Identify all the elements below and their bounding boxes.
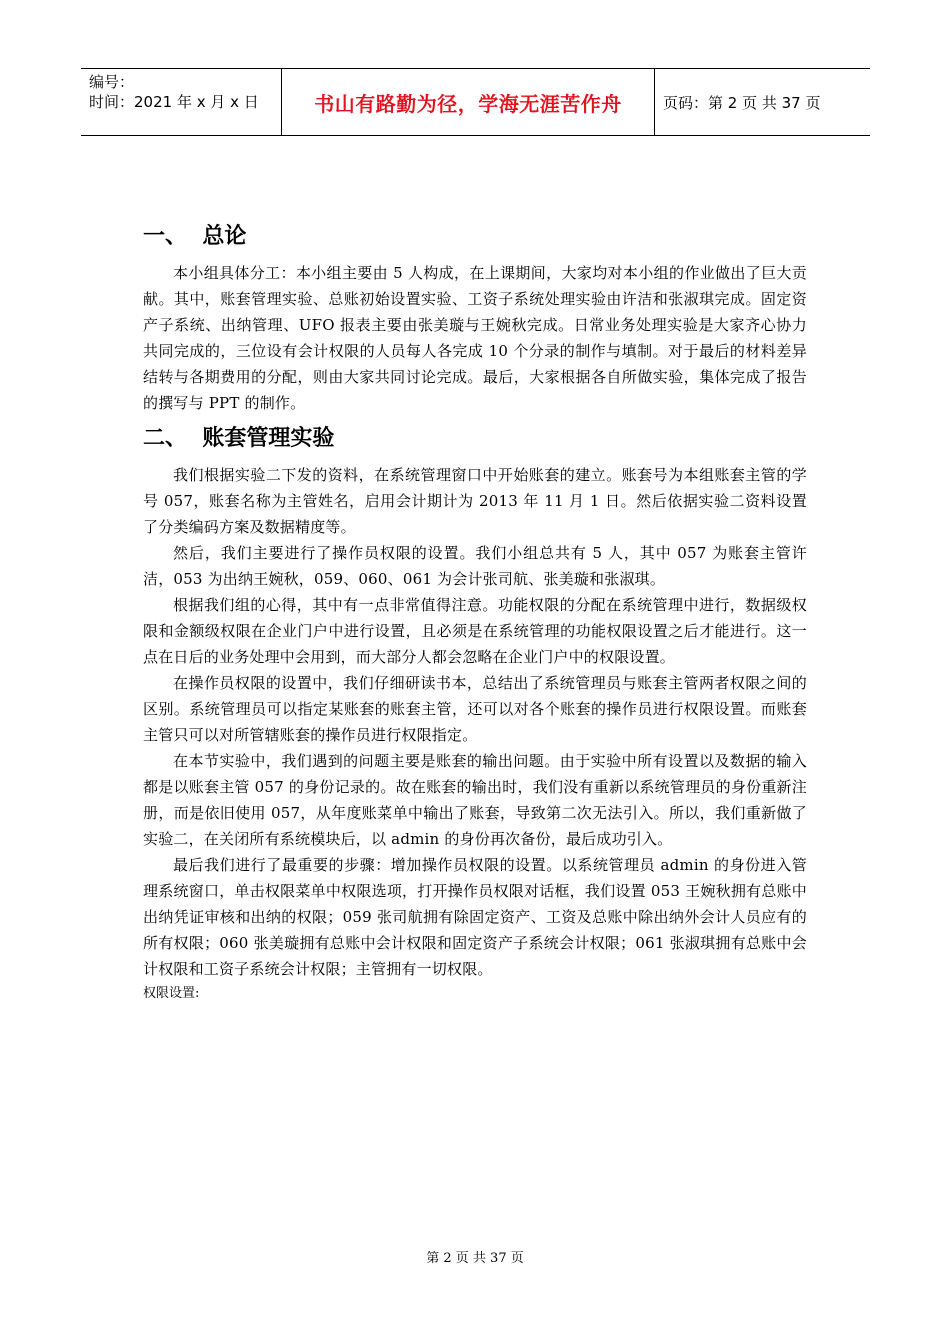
paragraph: 在本节实验中，我们遇到的问题主要是账套的输出问题。由于实验中所有设置以及数据的输入都是以账套主管 057 的身份记录的。故在账套的输出时，我们没有重新以系统管理员的身份重新注册，而是依旧使用 057，从年度账菜单中输出了账套，导致第二次无法引入。所以，我们重新做了实验二，在关闭所有系统模块后，以 admin 的身份再次备份，最后成功引入。 [143, 752, 807, 848]
document-body [143, 214, 807, 1004]
paragraph: 在操作员权限的设置中，我们仔细研读书本，总结出了系统管理员与账套主管两者权限之间的区别。系统管理员可以指定某账套的账套主管，还可以对各个账套的操作员进行权限设置。而账套主管只可以对所管辖账套的操作员进行权限指定。 [143, 674, 807, 744]
date-label: 时间：2021 年 x 月 x 日 [89, 93, 259, 111]
section-title-account-set: 二、 账套管理实验 [143, 426, 335, 451]
permission-caption: 权限设置: [143, 986, 200, 1001]
paragraph: 然后，我们主要进行了操作员权限的设置。我们小组总共有 5 人，其中 057 为账套主管许洁，053 为出纳王婉秋，059、060、061 为会计张司航、张美璇和张淑琪。 [143, 544, 807, 588]
paragraph: 最后我们进行了最重要的步骤：增加操作员权限的设置。以系统管理员 admin 的身份进入管理系统窗口，单击权限菜单中权限选项，打开操作员权限对话框，我们设置 053 王婉秋拥有总账中出纳凭证审核和出纳的权限；059 张司航拥有除固定资产、工资及总账中除出纳外会计人员应有的所有权限；060 张美璇拥有总账中会计权限和固定资产子系统会计权限；061 张淑琪拥有总账中会计权限和工资子系统会计权限；主管拥有一切权限。 [143, 856, 807, 978]
section-title-overview: 一、 总论 [143, 224, 247, 249]
number-label: 编号： [89, 73, 135, 91]
paragraph: 我们根据实验二下发的资料，在系统管理窗口中开始账套的建立。账套号为本组账套主管的学号 057，账套名称为主管姓名，启用会计期计为 2013 年 11 月 1 日。然后依据实验二资料设置了分类编码方案及数据精度等。 [143, 466, 807, 536]
paragraph: 本小组具体分工：本小组主要由 5 人构成，在上课期间，大家均对本小组的作业做出了巨大贡献。其中，账套管理实验、总账初始设置实验、工资子系统处理实验由许洁和张淑琪完成。固定资产子系统、出纳管理、UFO 报表主要由张美璇与王婉秋完成。日常业务处理实验是大家齐心协力共同完成的，三位设有会计权限的人员每人各完成 10 个分录的制作与填制。对于最后的材料差异结转与各期费用的分配，则由大家共同讨论完成。最后，大家根据各自所做实验，集体完成了报告的撰写与 PPT 的制作。 [143, 264, 807, 412]
header-page-info: 页码：第 2 页 共 37 页 [663, 93, 821, 112]
header-meta [81, 69, 282, 135]
page-footer: 第 2 页 共 37 页 [426, 1251, 524, 1266]
header-motto: 书山有路勤为径，学海无涯苦作舟 [282, 69, 655, 135]
paragraph: 根据我们组的心得，其中有一点非常值得注意。功能权限的分配在系统管理中进行，数据级权限和金额级权限在企业门户中进行设置，且必须是在系统管理的功能权限设置之后才能进行。这一点在日后的业务处理中会用到，而大部分人都会忽略在企业门户中的权限设置。 [143, 596, 807, 666]
page-header [81, 68, 870, 136]
